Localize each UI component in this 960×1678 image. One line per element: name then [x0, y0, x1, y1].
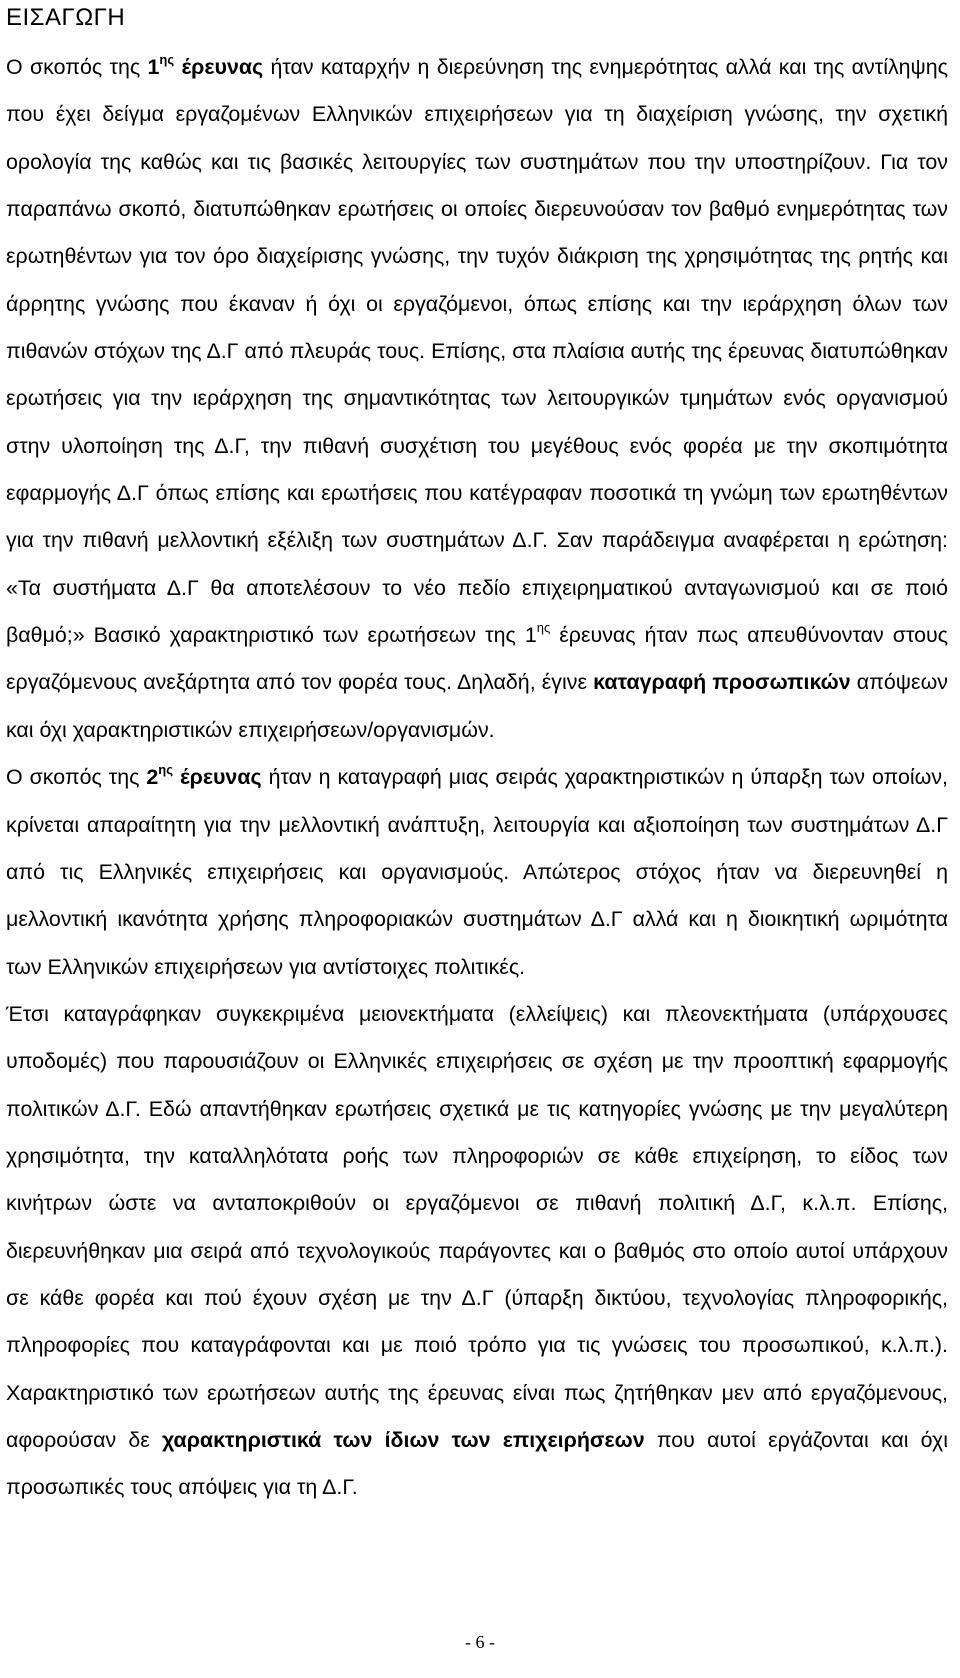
bold-second-survey: [146, 762, 262, 790]
bold-phrase: καταγραφή προσωπικών: [593, 670, 851, 695]
bold-word: έρευνας: [174, 55, 264, 79]
ordinal-number: 2: [146, 765, 159, 790]
ordinal-suffix: ης: [536, 620, 551, 635]
bold-first-survey: [147, 51, 264, 79]
paragraph-details: [6, 991, 948, 1512]
bold-word: έρευνας: [172, 765, 262, 790]
text-run: έρευνας ήταν πως απευθύνονταν στους εργαζόμενους ανεξάρτητα από τον φορέα τους. Δηλαδή, έγινε: [6, 623, 948, 695]
paragraph-first-survey: [6, 44, 948, 754]
text-run: Ο σκοπός της: [6, 55, 148, 79]
section-heading: ΕΙΣΑΓΩΓΗ: [6, 4, 126, 31]
page-number: - 6 -: [465, 1632, 495, 1652]
text-run: ήταν καταρχήν η διερεύνηση της ενημερότητας αλλά και της αντίληψης που έχει δείγμα εργαζομένων Ελληνικών επιχειρήσεων για τη διαχείριση γνώσης, την σχετική ορολογία της καθώς και τις βασικές λειτουργίες των συστημάτων που την υποστηρίζουν. Για τον παραπάνω σκοπό, διατυπώθηκαν ερωτήσεις οι οποίες διερευνούσαν τον βαθμό ενημερότητας των ερωτηθέντων για τον όρο διαχείρισης γνώσης, την τυχόν διάκριση της χρησιμότητας της ρητής και άρρητης γνώσης που έκαναν ή όχι οι εργαζόμενοι, όπως επίσης και την ιεράρχηση όλων των πιθανών στόχων της Δ.Γ από πλευράς τους. Επίσης, στα πλαίσια αυτής της έρευνας διατυπώθηκαν ερωτήσεις για την ιεράρχηση της σημαντικότητας των λειτουργικών τμημάτων ενός οργανισμού στην υλοποίηση της Δ.Γ, την πιθανή συσχέτιση του μεγέθους ενός φορέα με την σκοπιμότητα εφαρμογής Δ.Γ όπως επίσης και ερωτήσεις που κατέγραφαν ποσοτικά τη γνώμη των ερωτηθέντων για την πιθανή μελλοντική εξέλιξη των συστημάτων Δ.Γ. Σαν παράδειγμα αναφέρεται η ερώτηση: «Τα συστήματα Δ.Γ θα αποτελέσουν το νέο πεδίο επιχειρηματικού ανταγωνισμού και σε ποιό βαθμό;» Βασικό χαρακτηριστικό των ερωτήσεων της 1: [6, 55, 948, 648]
text-run: ήταν η καταγραφή μιας σειράς χαρακτηριστικών η ύπαρξη των οποίων, κρίνεται απαραίτητη για την μελλοντική ανάπτυξη, λειτουργία και αξιοποίηση των συστημάτων Δ.Γ από τις Ελληνικές επιχειρήσεις και οργανισμούς. Απώτερος στόχος ήταν να διερευνηθεί η μελλοντική ικανότητα χρήσης πληροφοριακών συστημάτων Δ.Γ αλλά και η διοικητική ωριμότητα των Ελληνικών επιχειρήσεων για αντίστοιχες πολιτικές.: [6, 765, 948, 979]
ordinal-suffix: ης: [159, 51, 175, 67]
text-run: που αυτοί εργάζονται και όχι προσωπικές τους απόψεις για τη Δ.Γ.: [6, 1427, 948, 1500]
text-run: Ο σκοπός της: [6, 765, 147, 790]
paragraph-second-survey: [6, 754, 948, 991]
ordinal-number: 1: [147, 55, 160, 79]
bold-phrase: χαρακτηριστικά των ίδιων των επιχειρήσεων: [162, 1427, 645, 1452]
text-run: Έτσι καταγράφηκαν συγκεκριμένα μειονεκτήματα (ελλείψεις) και πλεονεκτήματα (υπάρχουσες υποδομές) που παρουσιάζουν οι Ελληνικές επιχειρήσεις σε σχέση με την προοπτική εφαρμογής πολιτικών Δ.Γ. Εδώ απαντήθηκαν ερωτήσεις σχετικά με τις κατηγορίες γνώσης με την μεγαλύτερη χρησιμότητα, την καταλληλότατα ροής των πληροφοριών σε κάθε επιχείρηση, το είδος των κινήτρων ώστε να ανταποκριθούν οι εργαζόμενοι σε πιθανή πολιτική Δ.Γ, κ.λ.π. Επίσης, διερευνήθηκαν μια σειρά από τεχνολογικούς παράγοντες και ο βαθμός στο οποίο αυτοί υπάρχουν σε κάθε φορέα και πού έχουν σχέση με την Δ.Γ (ύπαρξη δικτύου, τεχνολογίας πληροφορικής, πληροφορίες που καταγράφονται και με ποιό τρόπο για τις γνώσεις του προσωπικού, κ.λ.π.). Χαρακτηριστικό των ερωτήσεων αυτής της έρευνας είναι πως ζητήθηκαν μεν από εργαζόμενους, αφορούσαν δε: [6, 1001, 948, 1452]
ordinal-suffix: ης: [158, 762, 173, 778]
text-run: απόψεων και όχι χαρακτηριστικών επιχειρήσεων/οργανισμών.: [6, 670, 948, 742]
body-text: [6, 44, 948, 1512]
